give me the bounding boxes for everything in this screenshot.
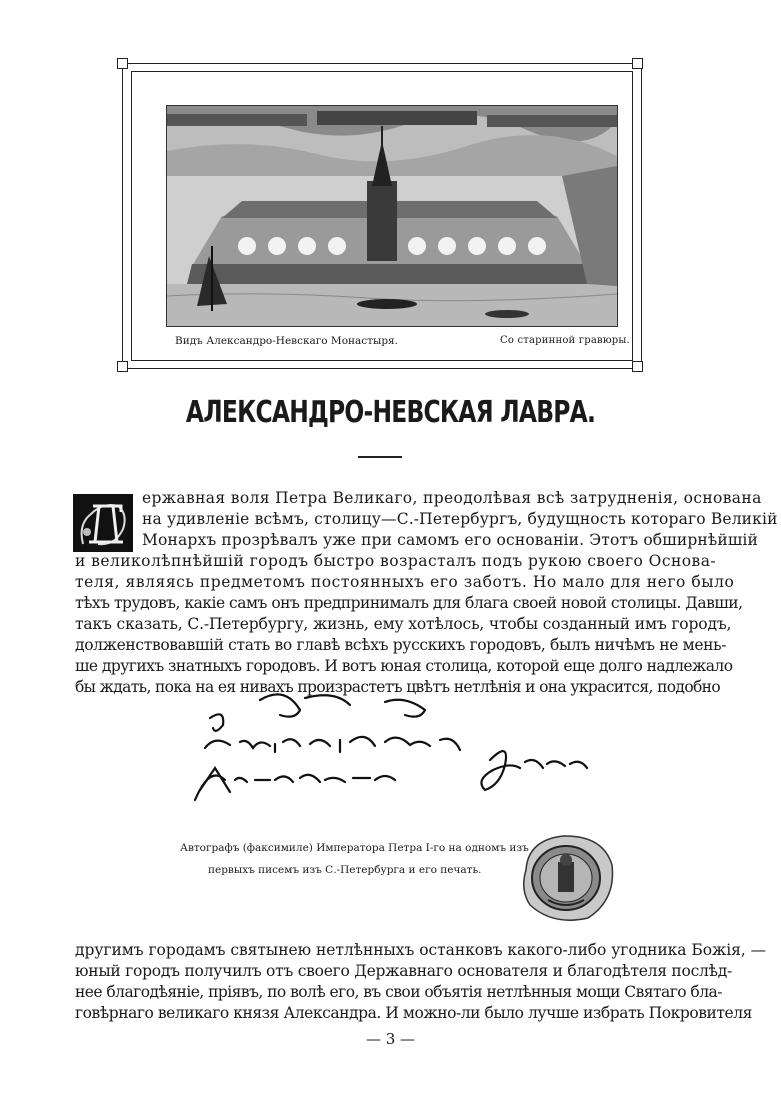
frame-corner [632,58,643,69]
imperial-seal [518,830,618,925]
page-title: АЛЕКСАНДРО-НЕВСКАЯ ЛАВРА. [185,395,596,430]
paragraph1-line: такъ сказать, С.-Петербургу, жизнь, ему хотѣлось, чтобы созданный имъ городъ, [75,615,732,633]
engraving-caption: Видъ Александро-Невскаго Монастыря. [175,335,398,347]
page-number: — 3 — [365,1030,416,1048]
engraving-source-caption: Со старинной гравюры. [500,335,630,346]
paragraph2-line: говѣрнаго великаго князя Александра. И можно-ли было лучше избрать Покровителя [75,1004,752,1022]
facsimile-caption-line: Автографъ (факсимиле) Императора Петра I-го на одномъ изъ [180,842,529,854]
paragraph2-line: юный городъ получилъ отъ своего Державнаго основателя и благодѣтеля послѣд- [75,962,732,980]
frame-corner [632,361,643,372]
peter-autograph-facsimile [175,680,615,820]
paragraph1-line: Монархъ прозрѣвалъ уже при самомъ его основаніи. Этотъ обширнѣйшій [142,531,759,549]
monastery-engraving [166,105,618,327]
paragraph1-line: тѣхъ трудовъ, какіе самъ онъ предпринималъ для блага своей новой столицы. Давши, [75,594,743,612]
facsimile-caption-line: первыхъ писемъ изъ С.-Петербурга и его печать. [208,864,482,876]
paragraph1-line: теля, являясь предметомъ постоянныхъ его заботъ. Но мало для него было [75,573,735,591]
paragraph2-line: другимъ городамъ святынею нетлѣнныхъ останковъ какого-либо угодника Божія, — [75,941,767,959]
paragraph2-line: нее благодѣяніе, пріявъ, по волѣ его, въ свои объятія нетлѣнныя мощи Святаго бла- [75,983,722,1001]
title-divider [358,456,402,458]
paragraph1-line: бы ждать, пока на ея нивахъ произрастетъ цвѣтъ нетлѣнія и она украсится, подобно [75,678,721,696]
paragraph1-line: ше другихъ знатныхъ городовъ. И вотъ юная столица, которой еще долго надлежало [75,657,733,675]
frame-corner [117,361,128,372]
paragraph1-line: на удивленіе всѣмъ, столицу—С.-Петербургъ, будущность котораго Великій [142,510,778,528]
paragraph1-line: ержавная воля Петра Великаго, преодолѣвая всѣ затрудненія, основана [142,489,762,507]
ornamental-drop-cap [73,494,133,552]
frame-corner [117,58,128,69]
paragraph1-line: и великолѣпнѣйшій городъ быстро возрасталъ подъ рукою своего Основа- [75,552,717,570]
paragraph1-line: долженствовавшій стать во главѣ всѣхъ русскихъ городовъ, былъ ничѣмъ не мень- [75,636,727,654]
